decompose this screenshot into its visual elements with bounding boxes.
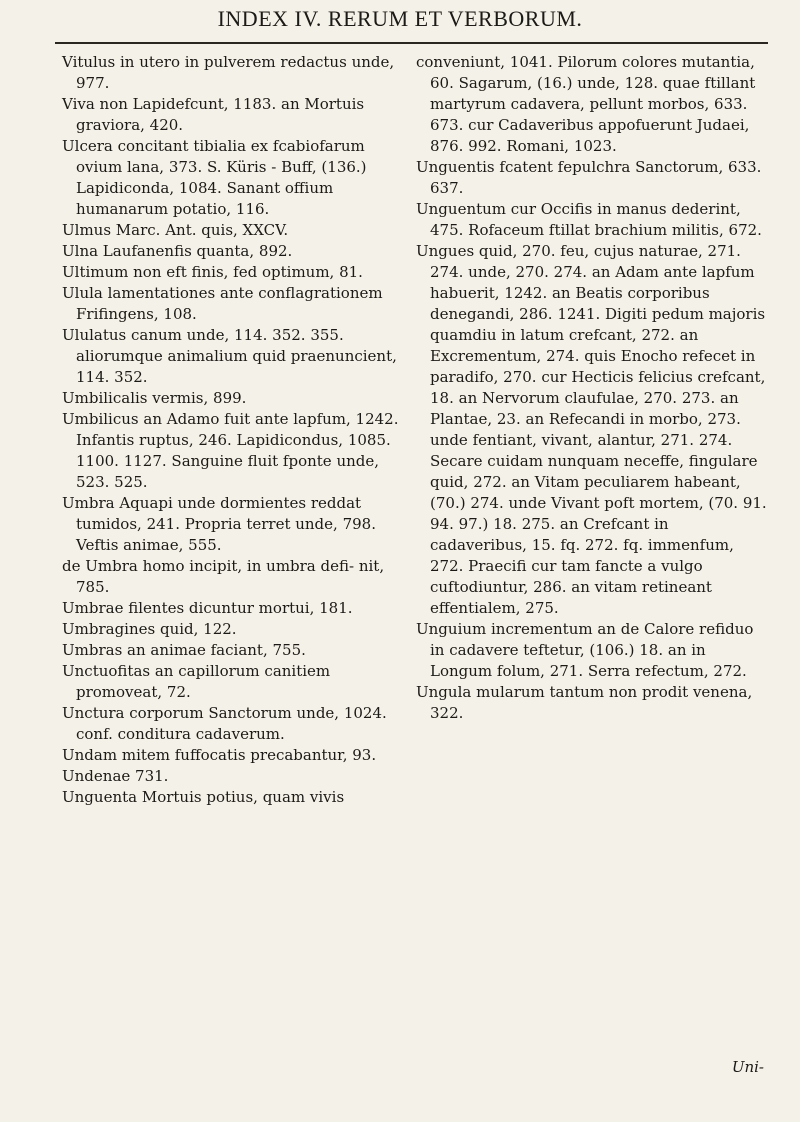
- catchword: Uni-: [731, 1058, 764, 1076]
- index-entry: Vitulus in utero in pulverem redactus unde, 977.: [62, 53, 395, 92]
- index-entry: conveniunt, 1041. Pilorum colores mutantia, 60. Sagarum, (16.) unde, 128. quae ftillant martyrum cadavera, pellunt morbos, 633. 673. cur Cadaveribus appofuerunt Judaei, 876. 992. Romani, 1023.: [416, 53, 756, 155]
- right-column: [416, 52, 768, 724]
- index-entry: Umbilicalis vermis, 899.: [62, 389, 247, 407]
- index-entry: Umbilicus an Adamo fuit ante lapfum, 1242. Infantis ruptus, 246. Lapidicondus, 1085. 1100. 1127. Sanguine fluit fponte unde, 523. 525.: [62, 410, 399, 491]
- index-entry: Unguenta Mortuis potius, quam vivis: [62, 788, 345, 806]
- index-entry: Unguium incrementum an de Calore refiduo in cadavere teftetur, (106.) 18. an in Longum folum, 271. Serra refectum, 272.: [416, 620, 754, 680]
- left-column: [62, 52, 410, 808]
- index-entry: Viva non Lapidefcunt, 1183. an Mortuis graviora, 420.: [62, 95, 365, 134]
- index-entry: Ulmus Marc. Ant. quis, XXCV.: [62, 221, 289, 239]
- index-entry: Undam mitem fuffocatis precabantur, 93.: [62, 746, 377, 764]
- header-rule: [55, 42, 768, 44]
- index-entry: Ulna Laufanenfis quanta, 892.: [62, 242, 293, 260]
- index-entry: Ulula lamentationes ante conflagrationem Frifingens, 108.: [62, 284, 383, 323]
- index-entry: Unguentum cur Occifis in manus dederint, 475. Rofaceum ftillat brachium militis, 672.: [416, 200, 762, 239]
- index-entry: Umbra Aquapi unde dormientes reddat tumidos, 241. Propria terret unde, 798. Veftis animae, 555.: [62, 494, 376, 554]
- index-entry: Unctura corporum Sanctorum unde, 1024. conf. conditura cadaverum.: [62, 704, 387, 743]
- index-entry: Unguentis fcatent fepulchra Sanctorum, 633. 637.: [416, 158, 762, 197]
- index-entry: Ultimum non eft finis, fed optimum, 81.: [62, 263, 363, 281]
- index-entry: Umbragines quid, 122.: [62, 620, 237, 638]
- index-entry: Ungula mularum tantum non prodit venena, 322.: [416, 683, 753, 722]
- index-entry: Unctuofitas an capillorum canitiem promoveat, 72.: [62, 662, 331, 701]
- index-entry: Ulcera concitant tibialia ex fcabiofarum ovium lana, 373. S. Küris - Buff, (136.) Lapidiconda, 1084. Sanant offium humanarum potatio, 116.: [62, 137, 367, 218]
- index-entry: Umbras an animae faciant, 755.: [62, 641, 306, 659]
- index-entry: Ululatus canum unde, 114. 352. 355. aliorumque animalium quid praenuncient, 114. 352.: [62, 326, 397, 386]
- index-entry: Ungues quid, 270. feu, cujus naturae, 271. 274. unde, 270. 274. an Adam ante lapfum habuerit, 1242. an Beatis corporibus denegandi, 286. 1241. Digiti pedum majoris quamdiu in latum crefcant, 272. an Excrementum, 274. quis Enocho refecet in paradifo, 270. cur Hecticis felicius crefcant, 18. an Nervorum claufulae, 270. 273. an Plantae, 23. an Refecandi in morbo, 273. unde fentiant, vivant, alantur, 271. 274. Secare cuidam nunquam neceffe, fingulare quid, 272. an Vitam peculiarem habeant, (70.) 274. unde Vivant poft mortem, (70. 91. 94. 97.) 18. 275. an Crefcant in cadaveribus, 15. fq. 272. fq. immenfum, 272. Praecifi cur tam fancte a vulgo cuftodiuntur, 286. an vitam retineant effentialem, 275.: [416, 242, 767, 617]
- index-entry: Undenae 731.: [62, 767, 169, 785]
- index-entry: de Umbra homo incipit, in umbra defi- nit, 785.: [62, 557, 385, 596]
- running-header: INDEX IV. RERUM ET VERBORUM.: [217, 6, 583, 31]
- index-entry: Umbrae filentes dicuntur mortui, 181.: [62, 599, 353, 617]
